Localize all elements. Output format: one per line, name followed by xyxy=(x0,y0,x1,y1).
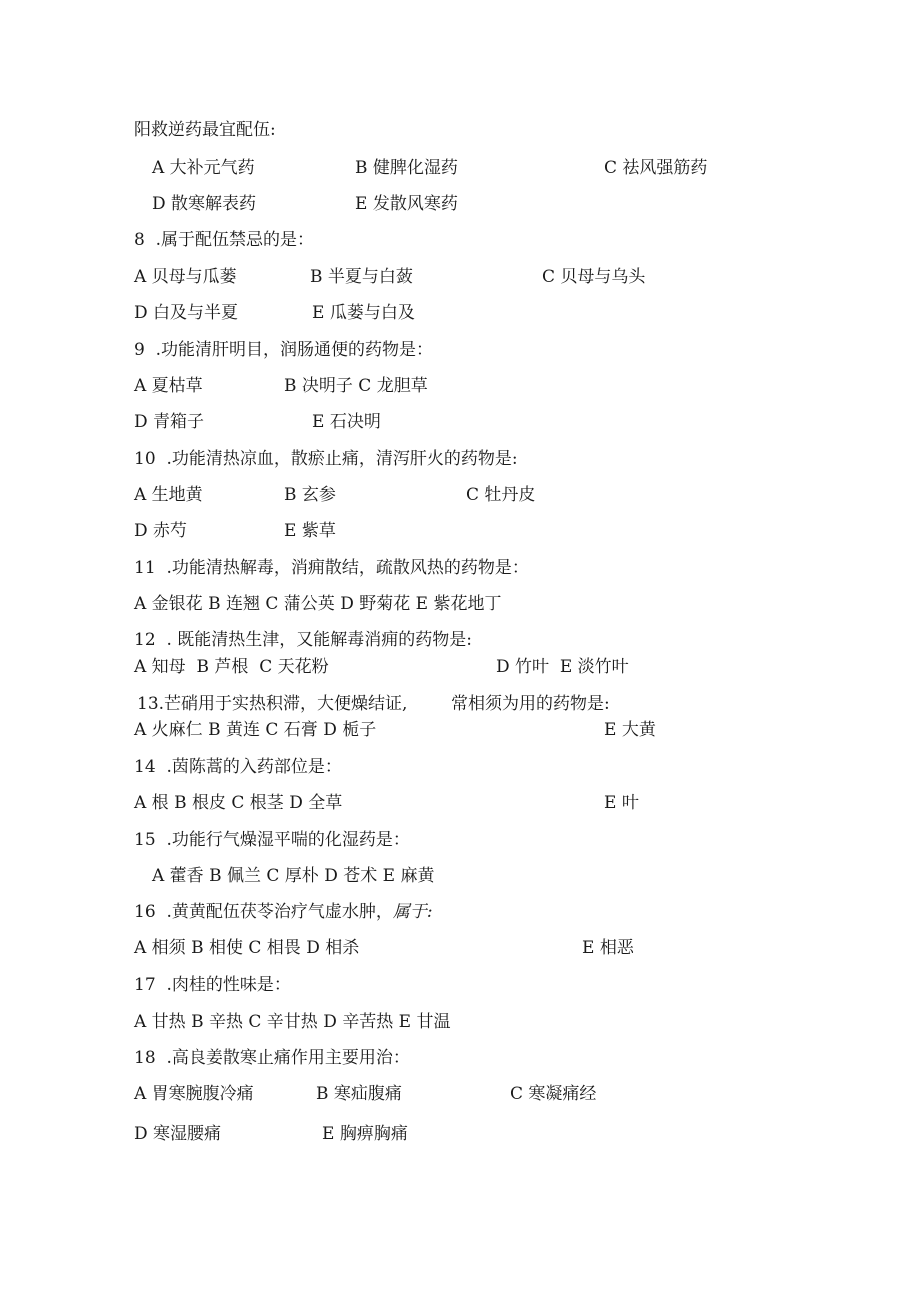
q7-option-b: B 健脾化湿药 xyxy=(355,158,458,178)
q14-options-abcd: A 根 B 根皮 C 根茎 D 全草 xyxy=(134,793,343,813)
q8-option-d: D 白及与半夏 xyxy=(134,303,239,323)
q18-option-a: A 胃寒腕腹冷痛 xyxy=(134,1084,254,1104)
q10-option-c: C 牡丹皮 xyxy=(466,485,536,505)
q17-stem: 17 .肉桂的性味是： xyxy=(134,975,291,995)
q9-option-e: E 石决明 xyxy=(312,412,381,432)
q12-options-abc: A 知母 B 芦根 C 天花粉 xyxy=(134,657,329,677)
q8-option-e: E 瓜蒌与白及 xyxy=(312,303,415,323)
q10-option-e: E 紫草 xyxy=(284,521,336,541)
q18-option-b: B 寒疝腹痛 xyxy=(316,1084,402,1104)
q13-option-e: E 大黄 xyxy=(604,720,656,740)
q18-option-c: C 寒凝痛经 xyxy=(510,1084,597,1104)
q9-option-d: D 青箱子 xyxy=(134,412,205,432)
q10-stem: 10 .功能清热凉血，散瘀止痛，清泻肝火的药物是: xyxy=(134,449,518,469)
q7-option-e: E 发散风寒药 xyxy=(355,194,458,214)
q13-options-abcd: A 火麻仁 B 黄连 C 石膏 D 栀子 xyxy=(134,720,377,740)
q9-option-bc: B 决明子 C 龙胆草 xyxy=(284,376,428,396)
q16-stem-text: 16 .黄黄配伍茯苓治疗气虚水肿， xyxy=(134,902,393,922)
q18-option-e: E 胸痹胸痛 xyxy=(322,1124,408,1144)
q14-stem: 14 .茵陈蒿的入药部位是： xyxy=(134,757,342,777)
q8-option-b: B 半夏与白蔹 xyxy=(310,267,413,287)
q18-option-d: D 寒湿腰痛 xyxy=(134,1124,222,1144)
q9-option-a: A 夏枯草 xyxy=(134,376,203,396)
q16-stem-italic: 属于: xyxy=(392,902,433,922)
q7-stem: 阳救逆药最宜配伍: xyxy=(134,120,276,140)
q7-option-a: A 大补元气药 xyxy=(152,158,255,178)
q9-stem: 9 .功能清肝明目，润肠通便的药物是： xyxy=(134,340,434,360)
q11-options: A 金银花 B 连翘 C 蒲公英 D 野菊花 E 紫花地丁 xyxy=(134,594,502,614)
q13-stem-part1: 13.芒硝用于实热积滞，大便燥结证, xyxy=(137,694,408,714)
q10-option-a: A 生地黄 xyxy=(134,485,203,505)
q15-options: A 藿香 B 佩兰 C 厚朴 D 苍术 E 麻黄 xyxy=(152,866,435,886)
q15-stem: 15 .功能行气燥湿平喘的化湿药是： xyxy=(134,830,410,850)
q17-options: A 甘热 B 辛热 C 辛甘热 D 辛苦热 E 甘温 xyxy=(134,1012,451,1032)
q12-stem: 12 . 既能清热生津，又能解毒消痈的药物是: xyxy=(134,630,472,650)
q8-stem: 8 .属于配伍禁忌的是： xyxy=(134,230,315,250)
q16-options-abcd: A 相须 B 相使 C 相畏 D 相杀 xyxy=(134,938,360,958)
q8-option-c: C 贝母与乌头 xyxy=(542,267,646,287)
q16-option-e: E 相恶 xyxy=(582,938,634,958)
q7-option-c: C 祛风强筋药 xyxy=(604,158,708,178)
q10-option-d: D 赤芍 xyxy=(134,521,188,541)
q18-stem: 18 .高良姜散寒止痛作用主要用治： xyxy=(134,1048,410,1068)
q14-option-e: E 叶 xyxy=(604,793,639,813)
q8-option-a: A 贝母与瓜蒌 xyxy=(134,267,237,287)
q11-stem: 11 .功能清热解毒，消痈散结，疏散风热的药物是： xyxy=(134,558,529,578)
q13-stem-part2: 常相须为用的药物是: xyxy=(451,694,610,714)
q16-stem xyxy=(134,902,433,922)
q7-option-d: D 散寒解表药 xyxy=(152,194,257,214)
q10-option-b: B 玄参 xyxy=(284,485,336,505)
q12-options-de: D 竹叶 E 淡竹叶 xyxy=(496,657,629,677)
